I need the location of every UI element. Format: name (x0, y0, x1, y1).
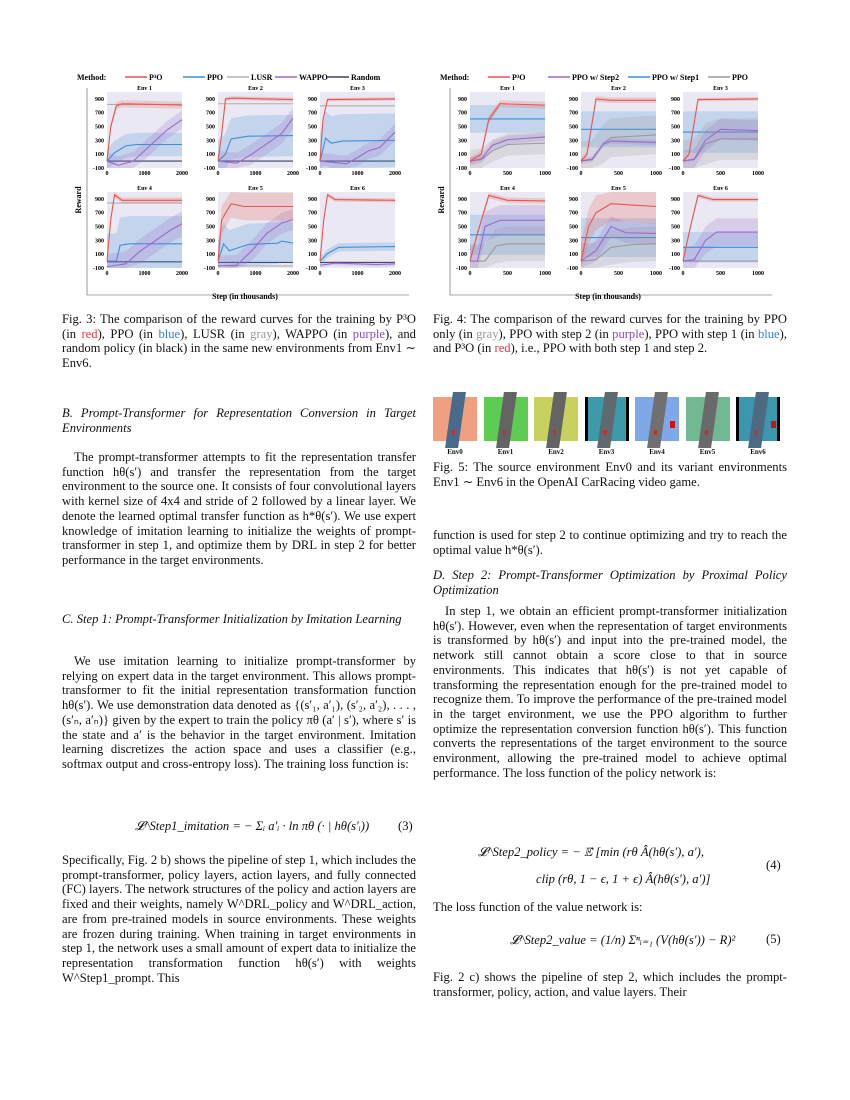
x-tick-label: 0 (468, 171, 472, 177)
x-tick-label: 500 (614, 171, 623, 177)
caption-segment: red (494, 341, 511, 356)
environment-thumbnail (433, 397, 477, 441)
y-tick-label: 300 (569, 238, 578, 245)
environment-label: Env0 (447, 448, 463, 456)
y-tick-label: 700 (671, 210, 680, 217)
y-tick-label: 900 (206, 96, 215, 103)
panel-background (320, 192, 395, 268)
road-track (748, 392, 769, 448)
panel-title: Env 2 (611, 86, 626, 92)
y-tick-label: 300 (458, 238, 467, 245)
y-tick-label: -100 (93, 266, 104, 272)
y-tick-label: 300 (95, 238, 104, 245)
panel-env-4 (93, 186, 188, 277)
section-c-paragraph-2: Specifically, Fig. 2 b) shows the pipeline of step 1, which includes the prompt-transformer, policy layers, action layers, and fully connected (FC) layers. The network structures of the policy and action layers are fixed and their weights, namely W^DRL_policy and W^DRL_action, are from pre-trained models in source environments. These weights are frozen during training. When training in target environments in step 1, the network uses a small amount of expert data to initialize the representation transformation function hθ(s′) with weights W^Step1_prompt. This (62, 853, 416, 985)
x-tick-label: 0 (318, 171, 322, 177)
figure-3-caption (62, 312, 416, 371)
caption-segment: blue (757, 326, 780, 341)
figure-5-caption: Fig. 5: The source environment Env0 and its variant environments Env1 ∼ Env6 in the OpenAI CarRacing video game. (433, 460, 787, 489)
x-tick-label: 0 (579, 271, 583, 277)
y-tick-label: -100 (669, 166, 680, 172)
y-tick-label: 100 (569, 252, 578, 259)
panel-title: Env 5 (248, 186, 263, 192)
x-tick-label: 500 (503, 171, 512, 177)
figure-3-reward-curves (75, 70, 415, 300)
legend-label: P³O (512, 73, 526, 82)
black-border (736, 397, 739, 441)
y-tick-label: 900 (95, 196, 104, 203)
caption-segment: blue (158, 326, 181, 341)
x-tick-label: 1000 (249, 171, 262, 177)
section-c-heading: C. Step 1: Prompt-Transformer Initialization by Imitation Learning (62, 612, 402, 626)
legend-label: P³O (149, 73, 163, 82)
environment-thumbnail (585, 397, 629, 441)
panel-title: Env 6 (713, 186, 728, 192)
y-tick-label: 900 (308, 96, 317, 103)
panel-title: Env 3 (713, 86, 728, 92)
figure-4-caption (433, 312, 787, 356)
panel-title: Env 3 (350, 86, 365, 92)
x-tick-label: 0 (681, 271, 685, 277)
equation-4-line-1: 𝓛^Step2_policy = − 𝔼̂ [min (rθ Â(hθ(s′), a′), (478, 845, 704, 859)
panel-title: Env 2 (248, 86, 263, 92)
road-track (546, 392, 567, 448)
caption-segment: ), PPO with step 1 (in (644, 326, 758, 341)
legend-label: PPO w/ Step1 (652, 73, 700, 82)
y-tick-label: -100 (456, 166, 467, 172)
legend-label: WAPPO (299, 73, 328, 82)
legend-label: Random (351, 73, 381, 82)
y-tick-label: 700 (569, 110, 578, 117)
car-icon (452, 430, 455, 435)
panel-title: Env 1 (137, 86, 152, 92)
y-tick-label: -100 (567, 166, 578, 172)
y-tick-label: 500 (671, 224, 680, 231)
y-tick-label: 300 (95, 138, 104, 145)
final-paragraph: Fig. 2 c) shows the pipeline of step 2, which includes the prompt-transformer, policy, action, and value layers. Their (433, 970, 787, 999)
environment-label: Env2 (548, 448, 564, 456)
road-track (698, 392, 719, 448)
environment-label: Env5 (699, 448, 716, 456)
car-icon (654, 430, 657, 435)
caption-segment: gray (250, 326, 273, 341)
y-tick-label: -100 (456, 266, 467, 272)
y-tick-label: 300 (569, 138, 578, 145)
section-d-heading: D. Step 2: Prompt-Transformer Optimization by Proximal Policy Optimization (433, 568, 787, 597)
black-border (626, 397, 629, 441)
y-tick-label: 900 (458, 96, 467, 103)
x-tick-label: 1000 (539, 171, 551, 177)
x-tick-label: 1000 (351, 271, 364, 277)
x-tick-label: 0 (318, 271, 322, 277)
panel-env-3 (306, 86, 401, 177)
caption-segment: purple (612, 326, 645, 341)
x-tick-label: 2000 (176, 271, 188, 277)
y-tick-label: 100 (671, 252, 680, 259)
y-tick-label: 300 (206, 138, 215, 145)
y-tick-label: 100 (95, 152, 104, 159)
y-tick-label: 900 (458, 196, 467, 203)
y-tick-label: 900 (308, 196, 317, 203)
y-tick-label: 100 (458, 152, 467, 159)
value-loss-intro: The loss function of the value network is: (433, 900, 643, 914)
caption-segment: ), LUSR (in (180, 326, 251, 341)
environment-thumbnail (534, 397, 578, 441)
y-tick-label: 100 (206, 152, 215, 159)
environment-label: Env4 (649, 448, 665, 456)
panel-env-3 (669, 86, 764, 177)
x-tick-label: 2000 (287, 171, 299, 177)
environment-label: Env6 (750, 448, 766, 456)
caption-segment: ), WAPPO (in (272, 326, 353, 341)
y-tick-label: 500 (206, 124, 215, 131)
equation-4-line-2: clip (rθ, 1 − ϵ, 1 + ϵ) Â(hθ(s′), a′)] (536, 872, 711, 886)
section-b-heading: B. Prompt-Transformer for Representation Conversion in Target Environments (62, 406, 416, 435)
environment-thumbnail (635, 397, 679, 441)
road-track (647, 392, 668, 448)
legend-label: PPO (732, 73, 748, 82)
legend-title: Method: (77, 73, 107, 82)
red-block (670, 421, 675, 428)
panel-env-5 (567, 186, 662, 277)
y-axis-label: Reward (74, 186, 83, 214)
x-tick-label: 1000 (539, 271, 551, 277)
y-tick-label: -100 (306, 166, 317, 172)
y-tick-label: 700 (458, 110, 467, 117)
y-tick-label: 100 (206, 252, 215, 259)
equation-4-number: (4) (766, 858, 781, 872)
legend-label: PPO w/ Step2 (572, 73, 620, 82)
y-tick-label: 700 (308, 110, 317, 117)
caption-segment: ), PPO with step 2 (in (498, 326, 613, 341)
y-tick-label: 700 (671, 110, 680, 117)
x-tick-label: 1000 (249, 271, 262, 277)
environment-label: Env1 (497, 448, 514, 456)
panel-title: Env 4 (500, 186, 515, 192)
x-tick-label: 2000 (389, 171, 401, 177)
equation-3: 𝓛^Step1_imitation = − Σᵢ a′ᵢ · ln πθ (· | hθ(s′ᵢ)) (135, 819, 370, 833)
y-tick-label: 100 (458, 252, 467, 259)
x-tick-label: 0 (216, 271, 220, 277)
y-tick-label: 700 (95, 210, 104, 217)
y-tick-label: 300 (308, 238, 317, 245)
y-tick-label: 500 (206, 224, 215, 231)
equation-5: 𝓛^Step2_value = (1/n) Σⁿᵢ₌₁ (V(hθ(s′)) − R)² (510, 933, 736, 947)
x-tick-label: 500 (716, 171, 725, 177)
x-axis-label: Step (in thousands) (575, 292, 641, 301)
caption-segment: ) in the same new environments from Env1 ∼ Env6. (62, 341, 416, 371)
car-icon (705, 430, 708, 435)
y-tick-label: 700 (569, 210, 578, 217)
x-axis-label: Step (in thousands) (212, 292, 278, 301)
y-tick-label: -100 (204, 166, 215, 172)
car-icon (755, 430, 758, 435)
y-tick-label: 100 (308, 152, 317, 159)
caption-segment: Fig. 4: The comparison of the reward curves for the training by PPO only (in (433, 312, 787, 341)
section-c-paragraph: We use imitation learning to initialize prompt-transformer by relying on expert data in the target environment. This allows prompt-transformer to fit the initial representation transformation function hθ(s′). We use demonstration data denoted as {(s′₁, a′₁), (s′₂, a′₂), . . . , (s′ₙ, a′ₙ)} given by the expert to train the policy πθ (a′ | s′), where s′ is the state and a′ is the behavior in the target environment. Imitation learning discretizes the action space and uses a classifier (e.g., softmax output and cross-entropy loss). The training loss function is: (62, 654, 416, 771)
y-tick-label: 100 (671, 152, 680, 159)
panel-env-1 (456, 86, 551, 177)
environment-thumbnail (686, 397, 730, 441)
x-tick-label: 500 (503, 271, 512, 277)
y-tick-label: 500 (671, 124, 680, 131)
car-icon (503, 430, 506, 435)
y-tick-label: 500 (95, 124, 104, 131)
black-border (777, 397, 780, 441)
y-tick-label: 500 (95, 224, 104, 231)
environment-thumbnail (484, 397, 528, 441)
black-border (585, 397, 588, 441)
panel-title: Env 5 (611, 186, 626, 192)
legend-label: PPO (207, 73, 223, 82)
equation-3-number: (3) (398, 819, 413, 833)
panel-env-6 (306, 186, 401, 277)
y-tick-label: 300 (671, 138, 680, 145)
x-tick-label: 2000 (287, 271, 299, 277)
car-icon (553, 430, 556, 435)
caption-segment: red (81, 326, 98, 341)
x-tick-label: 1000 (650, 271, 662, 277)
y-tick-label: 500 (458, 124, 467, 131)
y-tick-label: 500 (458, 224, 467, 231)
caption-segment: ), PPO (in (97, 326, 159, 341)
x-tick-label: 0 (216, 171, 220, 177)
panel-env-1 (93, 86, 188, 177)
y-tick-label: 900 (206, 196, 215, 203)
y-tick-label: 100 (95, 252, 104, 259)
red-block (771, 421, 776, 428)
x-tick-label: 500 (614, 271, 623, 277)
road-track (496, 392, 517, 448)
y-tick-label: 700 (458, 210, 467, 217)
panel-env-5 (204, 186, 299, 277)
x-tick-label: 1000 (138, 171, 151, 177)
y-tick-label: -100 (306, 266, 317, 272)
equation-5-number: (5) (766, 932, 781, 946)
y-tick-label: 900 (671, 96, 680, 103)
y-tick-label: 500 (308, 124, 317, 131)
road-track (597, 392, 618, 448)
legend-title: Method: (440, 73, 470, 82)
x-tick-label: 1000 (351, 171, 364, 177)
y-tick-label: 900 (569, 196, 578, 203)
y-tick-label: 300 (206, 238, 215, 245)
caption-segment: ), i.e., PPO with both step 1 and step 2. (510, 341, 708, 356)
x-tick-label: 2000 (176, 171, 188, 177)
y-tick-label: 500 (569, 124, 578, 131)
y-axis-label: Reward (437, 186, 446, 214)
y-tick-label: 500 (569, 224, 578, 231)
panel-env-6 (669, 186, 764, 277)
x-tick-label: 0 (468, 271, 472, 277)
y-tick-label: 900 (671, 196, 680, 203)
x-tick-label: 0 (105, 271, 109, 277)
continued-paragraph: function is used for step 2 to continue optimizing and try to reach the optimal value h*θ(s′). (433, 528, 787, 557)
section-b-paragraph: The prompt-transformer attempts to fit the representation transfer function hθ(s′) and transfer the representation from the target environment to the source one. It consists of four convolutional layers with kernel size of 4x4 and stride of 2 followed by a linear layer. We denote the learned optimal transfer function as h*θ(s′). We use expert knowledge of imitation learning to initialize the weights of prompt-transformer in step 1, and optimize them by DRL in step 2 for better performance in the target environments. (62, 450, 416, 567)
x-tick-label: 0 (105, 171, 109, 177)
y-tick-label: 700 (206, 210, 215, 217)
y-tick-label: -100 (669, 266, 680, 272)
y-tick-label: -100 (93, 166, 104, 172)
car-icon (604, 430, 607, 435)
panel-env-4 (456, 186, 551, 277)
y-tick-label: 700 (206, 110, 215, 117)
x-tick-label: 500 (716, 271, 725, 277)
x-tick-label: 1000 (650, 171, 662, 177)
panel-title: Env 4 (137, 186, 152, 192)
y-tick-label: 100 (569, 152, 578, 159)
x-tick-label: 1000 (138, 271, 151, 277)
figure-4-ablation-curves (438, 70, 778, 300)
figure-5-environments (433, 397, 787, 457)
caption-segment: Fig. 3: The comparison of the reward curves for the training by P³O (in (62, 312, 416, 341)
y-tick-label: 300 (308, 138, 317, 145)
environment-thumbnail (736, 397, 780, 441)
x-tick-label: 2000 (389, 271, 401, 277)
environment-label: Env3 (598, 448, 615, 456)
x-tick-label: 1000 (752, 171, 764, 177)
y-tick-label: 300 (671, 238, 680, 245)
y-tick-label: -100 (567, 266, 578, 272)
caption-segment: ), and P³O (in (433, 326, 787, 356)
y-tick-label: 900 (569, 96, 578, 103)
road-track (445, 392, 466, 448)
panel-title: Env 6 (350, 186, 365, 192)
section-d-paragraph: In step 1, we obtain an efficient prompt-transformer initialization hθ(s′). However, even when the representation of target environments is transformed by hθ(s′) and input into the pre-trained model, the network still cannot obtain a score close to that in source environments. This indicates that hθ(s′) is not yet capable of transforming the representation enough for the pre-trained model to recognize them. To improve the performance of the pre-trained model in the target environment, we use the PPO algorithm to further optimize the representation conversion function hθ(s′). This function converts the representations of the target environment to the source environment, allowing the pre-trained model to achieve optimal performance. The loss function of the policy network is: (433, 604, 787, 780)
caption-segment: purple (352, 326, 385, 341)
x-tick-label: 1000 (752, 271, 764, 277)
y-tick-label: 700 (308, 210, 317, 217)
caption-segment: ), and random policy (in (62, 326, 416, 356)
panel-env-2 (567, 86, 662, 177)
y-tick-label: 500 (308, 224, 317, 231)
panel-env-2 (204, 86, 299, 177)
x-tick-label: 0 (579, 171, 583, 177)
y-tick-label: -100 (204, 266, 215, 272)
x-tick-label: 0 (681, 171, 685, 177)
y-tick-label: 700 (95, 110, 104, 117)
panel-title: Env 1 (500, 86, 515, 92)
caption-segment: black (155, 341, 184, 356)
legend-label: LUSR (251, 73, 273, 82)
caption-segment: gray (476, 326, 499, 341)
y-tick-label: 300 (458, 138, 467, 145)
y-tick-label: 900 (95, 96, 104, 103)
y-tick-label: 100 (308, 252, 317, 259)
